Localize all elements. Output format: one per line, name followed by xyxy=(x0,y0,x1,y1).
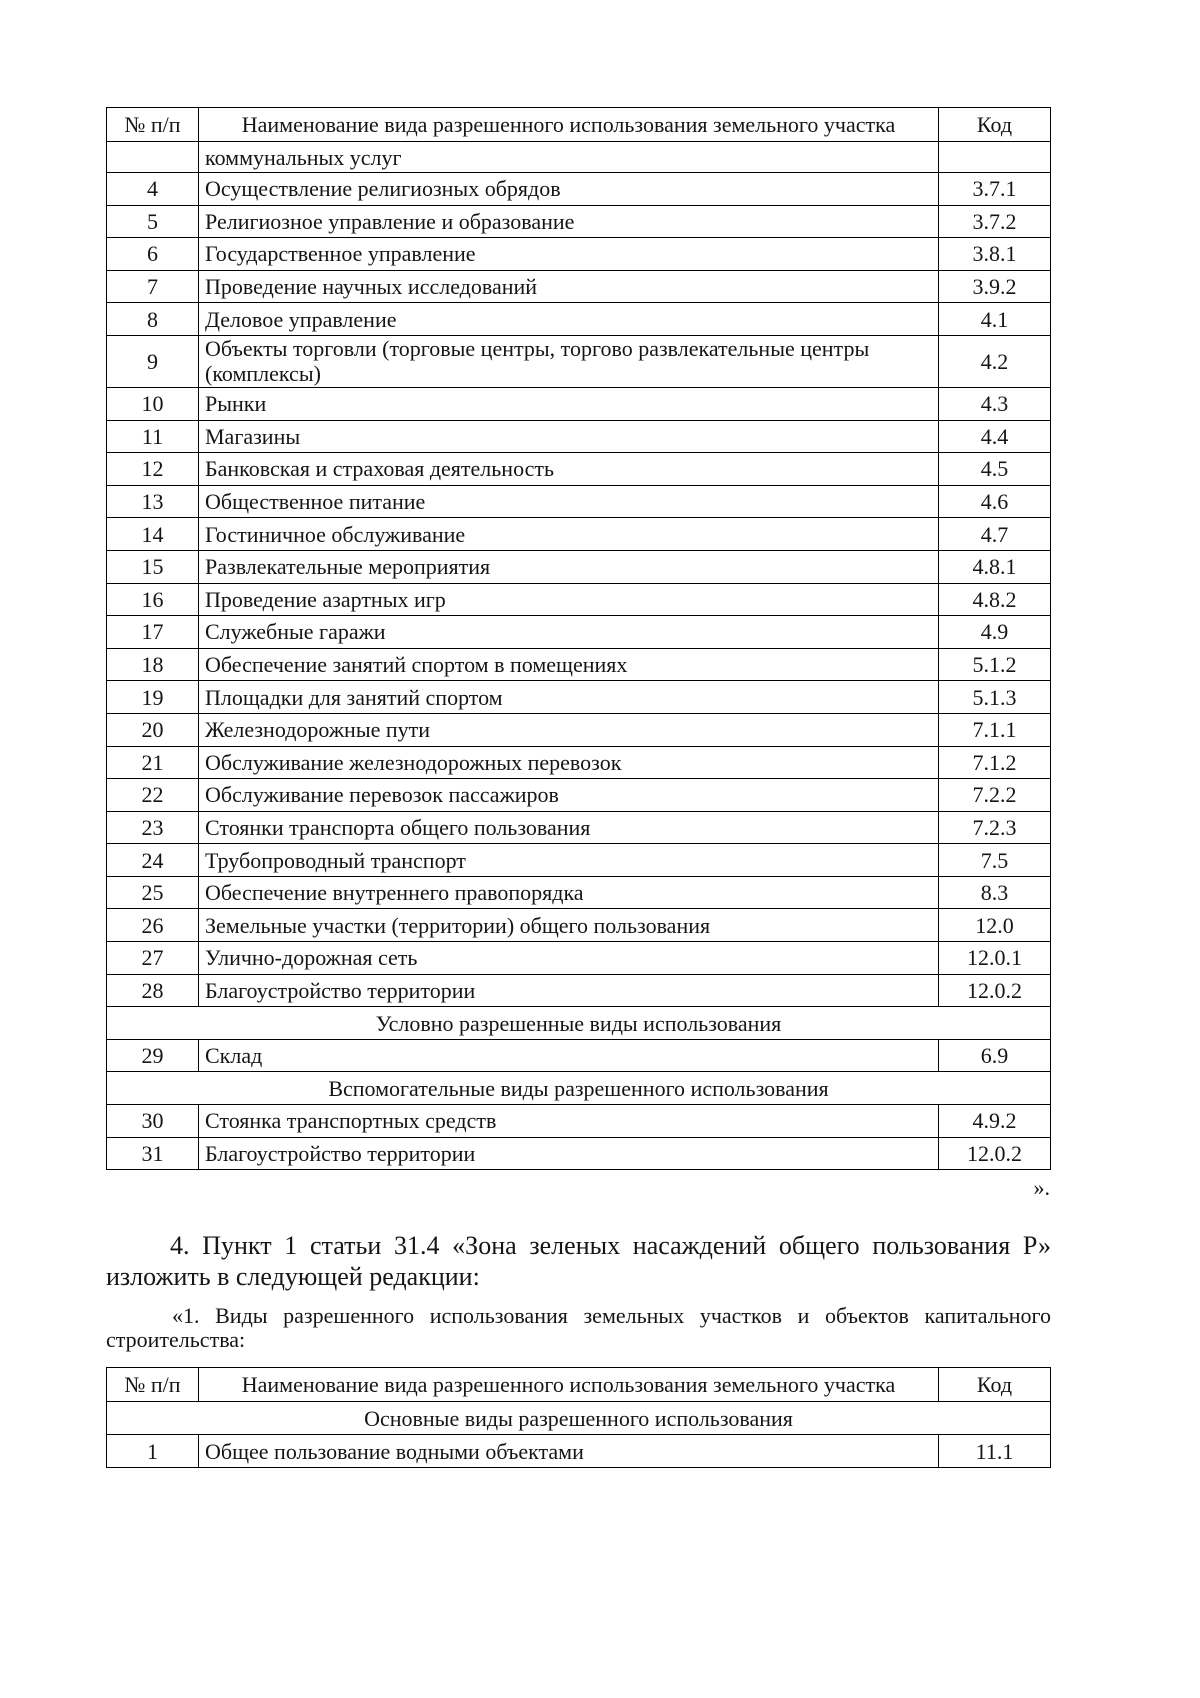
row-name: Железнодорожные пути xyxy=(199,714,939,746)
table-row xyxy=(107,811,1050,844)
closing-quote: ». xyxy=(1033,1175,1050,1200)
intro-paragraph: «1. Виды разрешенного использования земельных участков и объектов капитального строительства: xyxy=(106,1303,1051,1352)
row-code: 4.6 xyxy=(980,489,1009,515)
row-code: 4.7 xyxy=(980,521,1009,547)
table-row xyxy=(107,778,1050,811)
row-number: 17 xyxy=(107,616,199,648)
row-number: 4 xyxy=(107,173,199,205)
row-name: Религиозное управление и образование xyxy=(199,206,939,238)
row-name: Земельные участки (территории) общего пользования xyxy=(199,909,939,941)
amendment-paragraph: 4. Пункт 1 статьи 31.4 «Зона зеленых насаждений общего пользования Р» изложить в следующей редакции: xyxy=(106,1231,1051,1291)
section-title: Основные виды разрешенного использования xyxy=(364,1405,793,1431)
row-number: 6 xyxy=(107,238,199,270)
row-number: 8 xyxy=(107,303,199,335)
section-row-conditional xyxy=(107,1006,1050,1039)
table-row xyxy=(107,974,1050,1007)
header-number: № п/п xyxy=(107,108,199,141)
row-name: Стоянки транспорта общего пользования xyxy=(199,812,939,844)
row-code: 8.3 xyxy=(980,880,1009,906)
permitted-uses-table xyxy=(106,107,1051,1170)
row-number: 16 xyxy=(107,584,199,616)
row-name: Улично-дорожная сеть xyxy=(199,942,939,974)
table-row xyxy=(107,1039,1050,1072)
row-code: 4.1 xyxy=(980,306,1009,332)
header-code: Код xyxy=(976,1372,1013,1397)
row-number: 23 xyxy=(107,812,199,844)
table-row xyxy=(107,1434,1050,1467)
row-number: 10 xyxy=(107,388,199,420)
row-number: 5 xyxy=(107,206,199,238)
row-number: 7 xyxy=(107,271,199,303)
section-row-main xyxy=(107,1401,1050,1434)
table-row xyxy=(107,485,1050,518)
table-row xyxy=(107,648,1050,681)
row-name: Обеспечение занятий спортом в помещениях xyxy=(199,649,939,681)
row-name: Объекты торговли (торговые центры, торгово развлекательные центры (комплексы) xyxy=(199,336,939,387)
table-row xyxy=(107,843,1050,876)
row-code: 4.8.2 xyxy=(972,586,1017,612)
row-code: 11.1 xyxy=(975,1438,1014,1464)
row-code: 3.7.2 xyxy=(972,208,1017,234)
row-name: Склад xyxy=(199,1040,939,1072)
table-row xyxy=(107,746,1050,779)
row-code: 12.0.2 xyxy=(967,1140,1022,1166)
row-number: 13 xyxy=(107,486,199,518)
row-name: Проведение научных исследований xyxy=(199,271,939,303)
row-code: 4.5 xyxy=(980,456,1009,482)
row-number: 22 xyxy=(107,779,199,811)
row-name: Благоустройство территории xyxy=(199,1138,939,1170)
table-row xyxy=(107,517,1050,550)
row-name: Обслуживание перевозок пассажиров xyxy=(199,779,939,811)
row-number: 1 xyxy=(107,1435,199,1467)
green-zone-uses-table xyxy=(106,1367,1051,1468)
row-number: 18 xyxy=(107,649,199,681)
row-name: Служебные гаражи xyxy=(199,616,939,648)
row-name: Банковская и страховая деятельность xyxy=(199,453,939,485)
row-number: 11 xyxy=(107,421,199,453)
row-number: 14 xyxy=(107,518,199,550)
row-name: Обслуживание железнодорожных перевозок xyxy=(199,747,939,779)
header-number: № п/п xyxy=(107,1368,199,1401)
row-code: 5.1.2 xyxy=(972,652,1017,678)
table-row xyxy=(107,335,1050,387)
section-row-auxiliary xyxy=(107,1071,1050,1104)
table-row-continuation xyxy=(107,141,1050,172)
row-code: 12.0 xyxy=(975,912,1014,938)
row-code: 3.9.2 xyxy=(972,274,1017,300)
row-code: 7.2.3 xyxy=(972,814,1017,840)
row-name: Рынки xyxy=(199,388,939,420)
table-row xyxy=(107,270,1050,303)
row-name: Деловое управление xyxy=(199,303,939,335)
table-row xyxy=(107,420,1050,453)
row-name: Благоустройство территории xyxy=(199,975,939,1007)
row-number: 28 xyxy=(107,975,199,1007)
row-number: 26 xyxy=(107,909,199,941)
row-number: 19 xyxy=(107,681,199,713)
row-code: 7.2.2 xyxy=(972,782,1017,808)
table-header xyxy=(107,108,1050,141)
row-name: Общественное питание xyxy=(199,486,939,518)
row-code: 4.8.1 xyxy=(972,554,1017,580)
row-code: 6.9 xyxy=(980,1043,1009,1069)
header-name: Наименование вида разрешенного использования земельного участка xyxy=(199,108,939,141)
table-row xyxy=(107,583,1050,616)
row-number: 25 xyxy=(107,877,199,909)
row-number: 30 xyxy=(107,1105,199,1137)
table-row xyxy=(107,205,1050,238)
row-name: Осуществление религиозных обрядов xyxy=(199,173,939,205)
row-number: 24 xyxy=(107,844,199,876)
table-row xyxy=(107,908,1050,941)
table-row xyxy=(107,237,1050,270)
section-title: Условно разрешенные виды использования xyxy=(375,1010,782,1036)
section-title: Вспомогательные виды разрешенного использования xyxy=(328,1075,829,1101)
table-row xyxy=(107,615,1050,648)
table-row xyxy=(107,302,1050,335)
table-row xyxy=(107,680,1050,713)
row-name: Развлекательные мероприятия xyxy=(199,551,939,583)
row-name: Стоянка транспортных средств xyxy=(199,1105,939,1137)
row-name: Трубопроводный транспорт xyxy=(199,844,939,876)
row-code: 4.3 xyxy=(980,391,1009,417)
row-code: 7.1.1 xyxy=(972,717,1017,743)
table-row xyxy=(107,1104,1050,1137)
header-name: Наименование вида разрешенного использования земельного участка xyxy=(199,1368,939,1401)
table-header xyxy=(107,1368,1050,1401)
row-code: 4.4 xyxy=(980,423,1009,449)
table-row xyxy=(107,1137,1050,1170)
table-row xyxy=(107,452,1050,485)
row-code xyxy=(939,142,1050,172)
row-number: 12 xyxy=(107,453,199,485)
row-code: 12.0.1 xyxy=(967,945,1022,971)
row-code: 4.9.2 xyxy=(972,1108,1017,1134)
row-number: 27 xyxy=(107,942,199,974)
row-code: 7.1.2 xyxy=(972,749,1017,775)
row-code: 4.9 xyxy=(980,619,1009,645)
row-name: Общее пользование водными объектами xyxy=(199,1435,939,1467)
row-number: 21 xyxy=(107,747,199,779)
row-code: 12.0.2 xyxy=(967,977,1022,1003)
row-name: Гостиничное обслуживание xyxy=(199,518,939,550)
table-row xyxy=(107,550,1050,583)
row-code: 3.7.1 xyxy=(972,176,1017,202)
row-name: Магазины xyxy=(199,421,939,453)
row-code: 3.8.1 xyxy=(972,241,1017,267)
row-name: Проведение азартных игр xyxy=(199,584,939,616)
row-code: 4.2 xyxy=(980,348,1009,374)
row-number: 15 xyxy=(107,551,199,583)
header-code: Код xyxy=(976,112,1013,137)
table-row xyxy=(107,713,1050,746)
table-row xyxy=(107,387,1050,420)
row-name: коммунальных услуг xyxy=(199,142,939,172)
row-name: Государственное управление xyxy=(199,238,939,270)
row-code: 7.5 xyxy=(980,847,1009,873)
row-number: 9 xyxy=(107,336,199,387)
table-row xyxy=(107,172,1050,205)
row-name: Обеспечение внутреннего правопорядка xyxy=(199,877,939,909)
row-number: 20 xyxy=(107,714,199,746)
table-row xyxy=(107,876,1050,909)
row-number: 31 xyxy=(107,1138,199,1170)
row-number: 29 xyxy=(107,1040,199,1072)
row-name: Площадки для занятий спортом xyxy=(199,681,939,713)
row-code: 5.1.3 xyxy=(972,684,1017,710)
table-row xyxy=(107,941,1050,974)
row-number xyxy=(107,142,199,172)
